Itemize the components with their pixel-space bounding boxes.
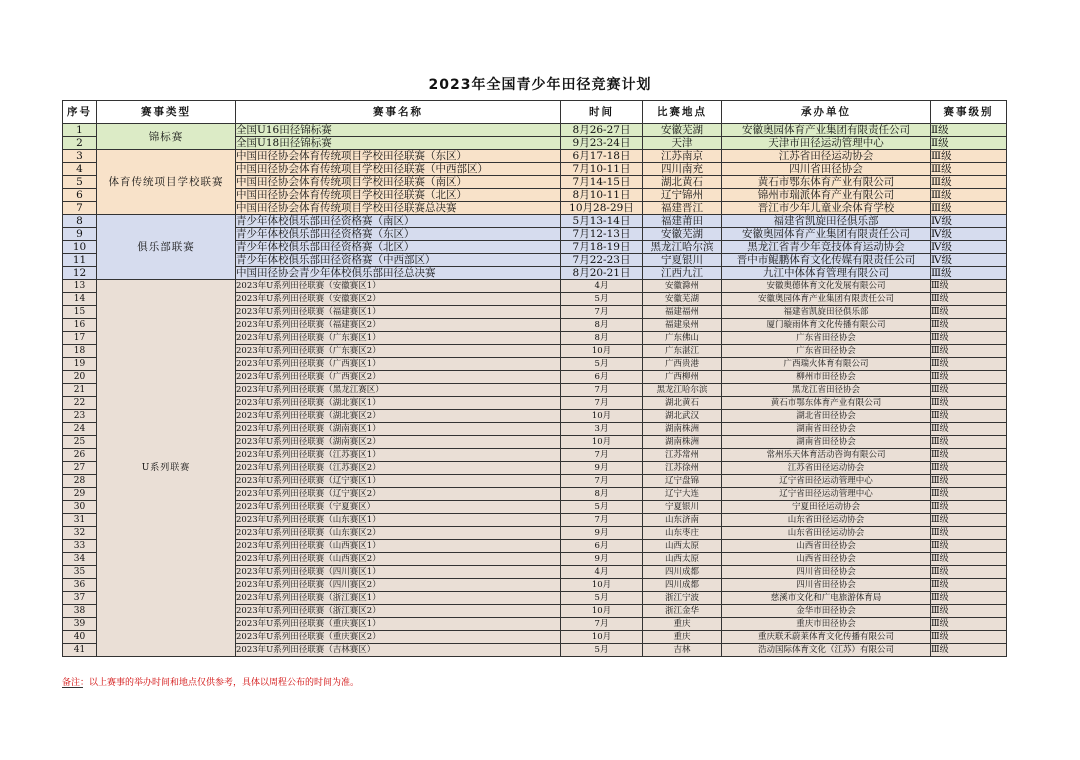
- event-organizer: 厦门璇雨体育文化传播有限公司: [722, 319, 931, 332]
- event-place: 福建晋江: [643, 202, 722, 215]
- row-number: 37: [63, 592, 97, 605]
- row-number: 35: [63, 566, 97, 579]
- table-body: [63, 124, 1007, 657]
- event-date: 7月: [561, 306, 643, 319]
- event-organizer: 福建省凯旋田径俱乐部: [722, 306, 931, 319]
- event-date: 6月17-18日: [561, 150, 643, 163]
- table-header-row: [63, 101, 1007, 124]
- event-level: Ⅲ级: [931, 436, 1007, 449]
- event-date: 5月: [561, 644, 643, 657]
- row-number: 5: [63, 176, 97, 189]
- event-name: 2023年U系列田径联赛（山东赛区2）: [236, 527, 561, 540]
- event-date: 3月: [561, 423, 643, 436]
- event-date: 9月23-24日: [561, 137, 643, 150]
- event-organizer: 广东省田径协会: [722, 332, 931, 345]
- row-number: 21: [63, 384, 97, 397]
- event-organizer: 江苏省田径运动协会: [722, 150, 931, 163]
- row-number: 26: [63, 449, 97, 462]
- header-place: 比赛地点: [643, 101, 722, 124]
- event-organizer: 黄石市鄂东体育产业有限公司: [722, 176, 931, 189]
- event-place: 湖北武汉: [643, 410, 722, 423]
- table-row: [63, 215, 1007, 228]
- event-date: 9月: [561, 462, 643, 475]
- event-level: Ⅲ级: [931, 345, 1007, 358]
- event-place: 湖南株洲: [643, 436, 722, 449]
- event-level: Ⅲ级: [931, 384, 1007, 397]
- event-name: 全国U16田径锦标赛: [236, 124, 561, 137]
- event-level: Ⅲ级: [931, 631, 1007, 644]
- event-place: 江苏徐州: [643, 462, 722, 475]
- event-name: 2023年U系列田径联赛（湖北赛区1）: [236, 397, 561, 410]
- row-number: 41: [63, 644, 97, 657]
- table-row: [63, 124, 1007, 137]
- event-organizer: 黄石市鄂东体育产业有限公司: [722, 397, 931, 410]
- event-level: Ⅳ级: [931, 215, 1007, 228]
- row-number: 40: [63, 631, 97, 644]
- event-place: 天津: [643, 137, 722, 150]
- event-name: 青少年体校俱乐部田径资格赛（东区）: [236, 228, 561, 241]
- event-organizer: 晋中市鲲鹏体育文化传媒有限责任公司: [722, 254, 931, 267]
- event-place: 江苏常州: [643, 449, 722, 462]
- event-place: 广东佛山: [643, 332, 722, 345]
- event-name: 2023年U系列田径联赛（山西赛区2）: [236, 553, 561, 566]
- footnote: 备注：以上赛事的举办时间和地点仅供参考，具体以周程公布的时间为准。: [62, 678, 360, 688]
- event-date: 7月: [561, 449, 643, 462]
- header-time: 时间: [561, 101, 643, 124]
- event-level: Ⅲ级: [931, 397, 1007, 410]
- row-number: 27: [63, 462, 97, 475]
- event-organizer: 浩动国际体育文化（江苏）有限公司: [722, 644, 931, 657]
- event-name: 2023年U系列田径联赛（辽宁赛区1）: [236, 475, 561, 488]
- row-number: 31: [63, 514, 97, 527]
- event-date: 7月10-11日: [561, 163, 643, 176]
- row-number: 4: [63, 163, 97, 176]
- event-level: Ⅱ级: [931, 137, 1007, 150]
- event-place: 安徽芜湖: [643, 228, 722, 241]
- event-organizer: 四川省田径协会: [722, 163, 931, 176]
- event-level: Ⅲ级: [931, 150, 1007, 163]
- event-level: Ⅲ级: [931, 592, 1007, 605]
- event-organizer: 慈溪市文化和广电旅游体育局: [722, 592, 931, 605]
- event-level: Ⅲ级: [931, 618, 1007, 631]
- row-number: 36: [63, 579, 97, 592]
- event-level: Ⅲ级: [931, 176, 1007, 189]
- event-date: 10月: [561, 605, 643, 618]
- row-number: 38: [63, 605, 97, 618]
- event-date: 6月: [561, 371, 643, 384]
- schedule-table: [62, 100, 1007, 657]
- row-number: 3: [63, 150, 97, 163]
- event-organizer: 福建省凯旋田径俱乐部: [722, 215, 931, 228]
- event-name: 2023年U系列田径联赛（江苏赛区2）: [236, 462, 561, 475]
- event-level: Ⅲ级: [931, 527, 1007, 540]
- row-number: 14: [63, 293, 97, 306]
- event-name: 中国田径协会体育传统项目学校田径联赛（南区）: [236, 176, 561, 189]
- event-organizer: 九江中体体育管理有限公司: [722, 267, 931, 280]
- event-place: 山西太原: [643, 553, 722, 566]
- event-name: 中国田径协会青少年体校俱乐部田径总决赛: [236, 267, 561, 280]
- event-organizer: 四川省田径协会: [722, 566, 931, 579]
- event-name: 2023年U系列田径联赛（山东赛区1）: [236, 514, 561, 527]
- event-organizer: 山东省田径运动协会: [722, 527, 931, 540]
- event-level: Ⅲ级: [931, 514, 1007, 527]
- event-level: Ⅲ级: [931, 358, 1007, 371]
- row-number: 2: [63, 137, 97, 150]
- event-date: 10月: [561, 436, 643, 449]
- event-place: 宁夏银川: [643, 254, 722, 267]
- event-place: 福建泉州: [643, 319, 722, 332]
- row-number: 29: [63, 488, 97, 501]
- row-number: 20: [63, 371, 97, 384]
- event-name: 2023年U系列田径联赛（黑龙江赛区）: [236, 384, 561, 397]
- event-date: 8月26-27日: [561, 124, 643, 137]
- event-organizer: 黑龙江省田径协会: [722, 384, 931, 397]
- event-level: Ⅲ级: [931, 319, 1007, 332]
- event-level: Ⅲ级: [931, 605, 1007, 618]
- event-organizer: 重庆市田径协会: [722, 618, 931, 631]
- row-number: 34: [63, 553, 97, 566]
- event-name: 2023年U系列田径联赛（福建赛区1）: [236, 306, 561, 319]
- event-place: 湖北黄石: [643, 397, 722, 410]
- event-organizer: 重庆联禾蔚莱体育文化传播有限公司: [722, 631, 931, 644]
- event-level: Ⅲ级: [931, 644, 1007, 657]
- table-row: [63, 150, 1007, 163]
- event-place: 福建福州: [643, 306, 722, 319]
- event-name: 2023年U系列田径联赛（广东赛区1）: [236, 332, 561, 345]
- event-place: 四川成都: [643, 566, 722, 579]
- event-name: 2023年U系列田径联赛（四川赛区2）: [236, 579, 561, 592]
- event-level: Ⅲ级: [931, 449, 1007, 462]
- event-organizer: 山西省田径协会: [722, 553, 931, 566]
- event-organizer: 柳州市田径协会: [722, 371, 931, 384]
- event-date: 7月18-19日: [561, 241, 643, 254]
- event-organizer: 常州乐天体育活动咨询有限公司: [722, 449, 931, 462]
- event-organizer: 宁夏田径运动协会: [722, 501, 931, 514]
- event-level: Ⅳ级: [931, 254, 1007, 267]
- event-name: 2023年U系列田径联赛（安徽赛区2）: [236, 293, 561, 306]
- row-number: 22: [63, 397, 97, 410]
- event-name: 2023年U系列田径联赛（辽宁赛区2）: [236, 488, 561, 501]
- event-name: 2023年U系列田径联赛（浙江赛区1）: [236, 592, 561, 605]
- event-place: 江西九江: [643, 267, 722, 280]
- event-name: 2023年U系列田径联赛（安徽赛区1）: [236, 280, 561, 293]
- event-date: 9月: [561, 527, 643, 540]
- row-number: 7: [63, 202, 97, 215]
- event-place: 安徽芜湖: [643, 124, 722, 137]
- row-number: 12: [63, 267, 97, 280]
- row-number: 8: [63, 215, 97, 228]
- event-date: 8月20-21日: [561, 267, 643, 280]
- event-name: 2023年U系列田径联赛（广西赛区2）: [236, 371, 561, 384]
- event-place: 吉林: [643, 644, 722, 657]
- event-organizer: 山西省田径协会: [722, 540, 931, 553]
- event-name: 2023年U系列田径联赛（湖南赛区1）: [236, 423, 561, 436]
- category-cell: 锦标赛: [97, 124, 236, 150]
- row-number: 18: [63, 345, 97, 358]
- event-name: 2023年U系列田径联赛（宁夏赛区）: [236, 501, 561, 514]
- event-name: 2023年U系列田径联赛（广西赛区1）: [236, 358, 561, 371]
- event-date: 5月13-14日: [561, 215, 643, 228]
- event-date: 7月: [561, 384, 643, 397]
- event-place: 黑龙江哈尔滨: [643, 384, 722, 397]
- event-level: Ⅲ级: [931, 488, 1007, 501]
- event-organizer: 湖南省田径协会: [722, 423, 931, 436]
- event-date: 10月: [561, 631, 643, 644]
- event-place: 重庆: [643, 631, 722, 644]
- event-name: 全国U18田径锦标赛: [236, 137, 561, 150]
- event-place: 黑龙江哈尔滨: [643, 241, 722, 254]
- event-name: 中国田径协会体育传统项目学校田径联赛总决赛: [236, 202, 561, 215]
- table-row: [63, 280, 1007, 293]
- event-date: 7月12-13日: [561, 228, 643, 241]
- event-date: 5月: [561, 592, 643, 605]
- event-date: 4月: [561, 566, 643, 579]
- event-place: 辽宁盘锦: [643, 475, 722, 488]
- event-date: 5月: [561, 358, 643, 371]
- event-organizer: 江苏省田径运动协会: [722, 462, 931, 475]
- header-name: 赛事名称: [236, 101, 561, 124]
- event-place: 福建莆田: [643, 215, 722, 228]
- event-date: 6月: [561, 540, 643, 553]
- event-level: Ⅲ级: [931, 566, 1007, 579]
- row-number: 24: [63, 423, 97, 436]
- event-place: 广东湛江: [643, 345, 722, 358]
- event-name: 青少年体校俱乐部田径资格赛（北区）: [236, 241, 561, 254]
- event-name: 2023年U系列田径联赛（山西赛区1）: [236, 540, 561, 553]
- event-organizer: 晋江市少年儿童业余体育学校: [722, 202, 931, 215]
- event-organizer: 金华市田径协会: [722, 605, 931, 618]
- event-level: Ⅲ级: [931, 540, 1007, 553]
- event-place: 浙江金华: [643, 605, 722, 618]
- event-level: Ⅲ级: [931, 553, 1007, 566]
- event-place: 辽宁大连: [643, 488, 722, 501]
- event-date: 5月: [561, 293, 643, 306]
- event-date: 8月: [561, 332, 643, 345]
- event-place: 四川成都: [643, 579, 722, 592]
- event-date: 8月: [561, 488, 643, 501]
- row-number: 9: [63, 228, 97, 241]
- event-level: Ⅱ级: [931, 124, 1007, 137]
- event-place: 浙江宁波: [643, 592, 722, 605]
- row-number: 16: [63, 319, 97, 332]
- event-name: 青少年体校俱乐部田径资格赛（中西部区）: [236, 254, 561, 267]
- row-number: 33: [63, 540, 97, 553]
- row-number: 19: [63, 358, 97, 371]
- event-place: 重庆: [643, 618, 722, 631]
- event-organizer: 辽宁省田径运动管理中心: [722, 488, 931, 501]
- event-level: Ⅲ级: [931, 410, 1007, 423]
- event-place: 山西太原: [643, 540, 722, 553]
- event-organizer: 天津市田径运动管理中心: [722, 137, 931, 150]
- event-date: 7月: [561, 475, 643, 488]
- event-place: 四川南充: [643, 163, 722, 176]
- event-place: 辽宁锦州: [643, 189, 722, 202]
- event-level: Ⅲ级: [931, 267, 1007, 280]
- header-level: 赛事级别: [931, 101, 1007, 124]
- event-organizer: 广西瑞火体育有限公司: [722, 358, 931, 371]
- event-organizer: 四川省田径协会: [722, 579, 931, 592]
- row-number: 15: [63, 306, 97, 319]
- event-name: 2023年U系列田径联赛（江苏赛区1）: [236, 449, 561, 462]
- event-place: 湖南株洲: [643, 423, 722, 436]
- event-place: 宁夏银川: [643, 501, 722, 514]
- event-name: 中国田径协会体育传统项目学校田径联赛（北区）: [236, 189, 561, 202]
- event-level: Ⅳ级: [931, 241, 1007, 254]
- event-name: 中国田径协会体育传统项目学校田径联赛（中西部区）: [236, 163, 561, 176]
- event-place: 山东济南: [643, 514, 722, 527]
- row-number: 25: [63, 436, 97, 449]
- event-organizer: 黑龙江省青少年竞技体育运动协会: [722, 241, 931, 254]
- event-name: 2023年U系列田径联赛（重庆赛区2）: [236, 631, 561, 644]
- event-level: Ⅳ级: [931, 228, 1007, 241]
- row-number: 13: [63, 280, 97, 293]
- event-date: 8月: [561, 319, 643, 332]
- row-number: 10: [63, 241, 97, 254]
- event-level: Ⅲ级: [931, 371, 1007, 384]
- event-organizer: 安徽奥园体育产业集团有限责任公司: [722, 293, 931, 306]
- event-organizer: 广东省田径协会: [722, 345, 931, 358]
- event-organizer: 辽宁省田径运动管理中心: [722, 475, 931, 488]
- event-name: 中国田径协会体育传统项目学校田径联赛（东区）: [236, 150, 561, 163]
- event-date: 10月28-29日: [561, 202, 643, 215]
- event-organizer: 山东省田径运动协会: [722, 514, 931, 527]
- event-date: 7月: [561, 618, 643, 631]
- event-date: 5月: [561, 501, 643, 514]
- event-date: 7月: [561, 514, 643, 527]
- header-organizer: 承办单位: [722, 101, 931, 124]
- event-place: 安徽芜湖: [643, 293, 722, 306]
- category-cell: 体育传统项目学校联赛: [97, 150, 236, 215]
- category-cell: 俱乐部联赛: [97, 215, 236, 280]
- event-date: 4月: [561, 280, 643, 293]
- event-level: Ⅲ级: [931, 202, 1007, 215]
- event-name: 2023年U系列田径联赛（四川赛区1）: [236, 566, 561, 579]
- event-organizer: 安徽奥园体育产业集团有限责任公司: [722, 228, 931, 241]
- event-organizer: 安徽奥德体育文化发展有限公司: [722, 280, 931, 293]
- event-level: Ⅲ级: [931, 475, 1007, 488]
- event-level: Ⅲ级: [931, 280, 1007, 293]
- event-place: 山东枣庄: [643, 527, 722, 540]
- event-place: 广西贵港: [643, 358, 722, 371]
- event-name: 2023年U系列田径联赛（重庆赛区1）: [236, 618, 561, 631]
- event-organizer: 安徽奥园体育产业集团有限责任公司: [722, 124, 931, 137]
- row-number: 11: [63, 254, 97, 267]
- event-place: 江苏南京: [643, 150, 722, 163]
- row-number: 1: [63, 124, 97, 137]
- event-name: 2023年U系列田径联赛（浙江赛区2）: [236, 605, 561, 618]
- event-date: 10月: [561, 579, 643, 592]
- event-name: 2023年U系列田径联赛（吉林赛区）: [236, 644, 561, 657]
- event-date: 9月: [561, 553, 643, 566]
- event-level: Ⅲ级: [931, 306, 1007, 319]
- event-place: 湖北黄石: [643, 176, 722, 189]
- event-level: Ⅲ级: [931, 332, 1007, 345]
- event-date: 7月14-15日: [561, 176, 643, 189]
- row-number: 23: [63, 410, 97, 423]
- event-name: 2023年U系列田径联赛（福建赛区2）: [236, 319, 561, 332]
- event-name: 青少年体校俱乐部田径资格赛（南区）: [236, 215, 561, 228]
- event-name: 2023年U系列田径联赛（湖北赛区2）: [236, 410, 561, 423]
- event-name: 2023年U系列田径联赛（湖南赛区2）: [236, 436, 561, 449]
- page-title: 2023年全国青少年田径竞赛计划: [428, 77, 652, 93]
- row-number: 28: [63, 475, 97, 488]
- header-type: 赛事类型: [97, 101, 236, 124]
- event-level: Ⅲ级: [931, 423, 1007, 436]
- event-date: 7月22-23日: [561, 254, 643, 267]
- event-date: 7月: [561, 397, 643, 410]
- header-no: 序号: [63, 101, 97, 124]
- event-level: Ⅲ级: [931, 501, 1007, 514]
- event-place: 安徽滁州: [643, 280, 722, 293]
- event-level: Ⅲ级: [931, 579, 1007, 592]
- row-number: 32: [63, 527, 97, 540]
- footnote-divider: [62, 687, 83, 688]
- event-level: Ⅲ级: [931, 293, 1007, 306]
- event-organizer: 湖南省田径协会: [722, 436, 931, 449]
- event-date: 10月: [561, 410, 643, 423]
- event-level: Ⅲ级: [931, 189, 1007, 202]
- row-number: 39: [63, 618, 97, 631]
- category-cell: U系列联赛: [97, 280, 236, 657]
- event-organizer: 锦州市瑞派体育产业有限公司: [722, 189, 931, 202]
- event-date: 10月: [561, 345, 643, 358]
- row-number: 17: [63, 332, 97, 345]
- row-number: 6: [63, 189, 97, 202]
- row-number: 30: [63, 501, 97, 514]
- event-organizer: 湖北省田径协会: [722, 410, 931, 423]
- event-date: 8月10-11日: [561, 189, 643, 202]
- event-level: Ⅲ级: [931, 462, 1007, 475]
- event-level: Ⅲ级: [931, 163, 1007, 176]
- event-name: 2023年U系列田径联赛（广东赛区2）: [236, 345, 561, 358]
- event-place: 广西柳州: [643, 371, 722, 384]
